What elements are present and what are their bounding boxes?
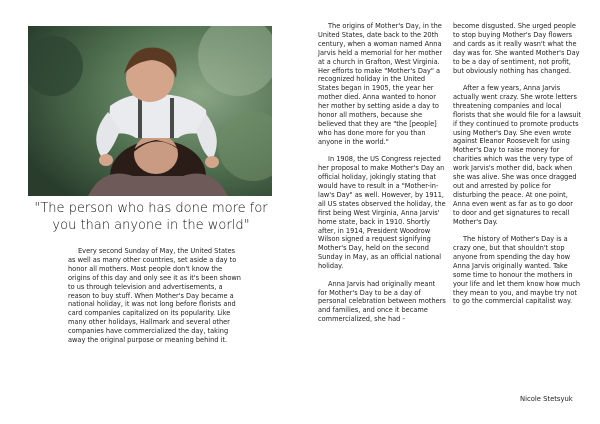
- conclusion-paragraph: After a few years, Anna Jarvis actually went crazy. She wrote letters threatening companies and local florists that she would file for a lawsuit if they continued to promote products using Mother's Day. She even wrote against Eleanor Roosevelt for using Mother's Day to raise money for charities which was the very type of work Jarvis's mother did, back when she was alive. She was once dragged out and arrested by police for disturbing the peace. At one point, Anna even went as far as to go door to door and get signatures to recall Mother's Day.: [453, 84, 581, 226]
- history-paragraph: In 1908, the US Congress rejected her proposal to make Mother's Day an official holiday, jokingly stating that would have to result in a "Mother-in-law's Day" as well. However, by 1911, all US states observed the holiday, the first being West Virginia, Anna Jarvis' home state, back in 1910. Shortly after, in 1914, President Woodrow Wilson signed a request signifying Mother's Day, held on the second Sunday in May, as an official national holiday.: [318, 155, 446, 271]
- author-byline: Nicole Stetsyuk: [520, 395, 573, 403]
- conclusion-column: [453, 22, 581, 315]
- intro-column: [68, 247, 242, 354]
- mother-child-photo: [28, 26, 272, 196]
- history-paragraph: The origins of Mother's Day, in the United States, date back to the 20th century, when a woman named Anna Jarvis held a memorial for her mother at a church in Grafton, West Virginia. Her efforts to make "Mother's Day" a recognized holiday in the United States began in 1905, the year her mother died. Anna wanted to honor her mother by setting aside a day to honor all mothers, because she believed that they are "the [people] who has done more for you than anyone in the world.": [318, 22, 443, 146]
- photo-illustration: [28, 26, 272, 196]
- history-column: [318, 22, 446, 333]
- conclusion-paragraph: become disgusted. She urged people to stop buying Mother's Day flowers and cards as it really wasn't what the day was for. She wanted Mother's Day to be a day of sentiment, not profit, but obviously nothing has changed.: [453, 22, 580, 75]
- conclusion-paragraph: The history of Mother's Day is a crazy one, but that shouldn't stop anyone from spending the day how Anna Jarvis originally wanted. Take some time to honour the mothers in your life and let them know how much they mean to you, and maybe try not to go the commercial capitalist way.: [453, 235, 581, 306]
- intro-paragraph: Every second Sunday of May, the United States as well as many other countries, set aside a day to honor all mothers. Most people don't know the origins of this day and only see it as it's been shown to us through television and advertisements, a reason to buy stuff. When Mother's Day became a national holiday, it was not long before florists and card companies capitalized on its popularity. Like many other holidays, Hallmark and several other companies have commercialized the day, taking away the original purpose or meaning behind it.: [68, 247, 241, 345]
- pull-quote: "The person who has done more for you than anyone in the world": [34, 201, 268, 233]
- history-paragraph: Anna Jarvis had originally meant for Mother's Day to be a day of personal celebration between mothers and families, and once it became commercialized, she had -: [318, 279, 446, 324]
